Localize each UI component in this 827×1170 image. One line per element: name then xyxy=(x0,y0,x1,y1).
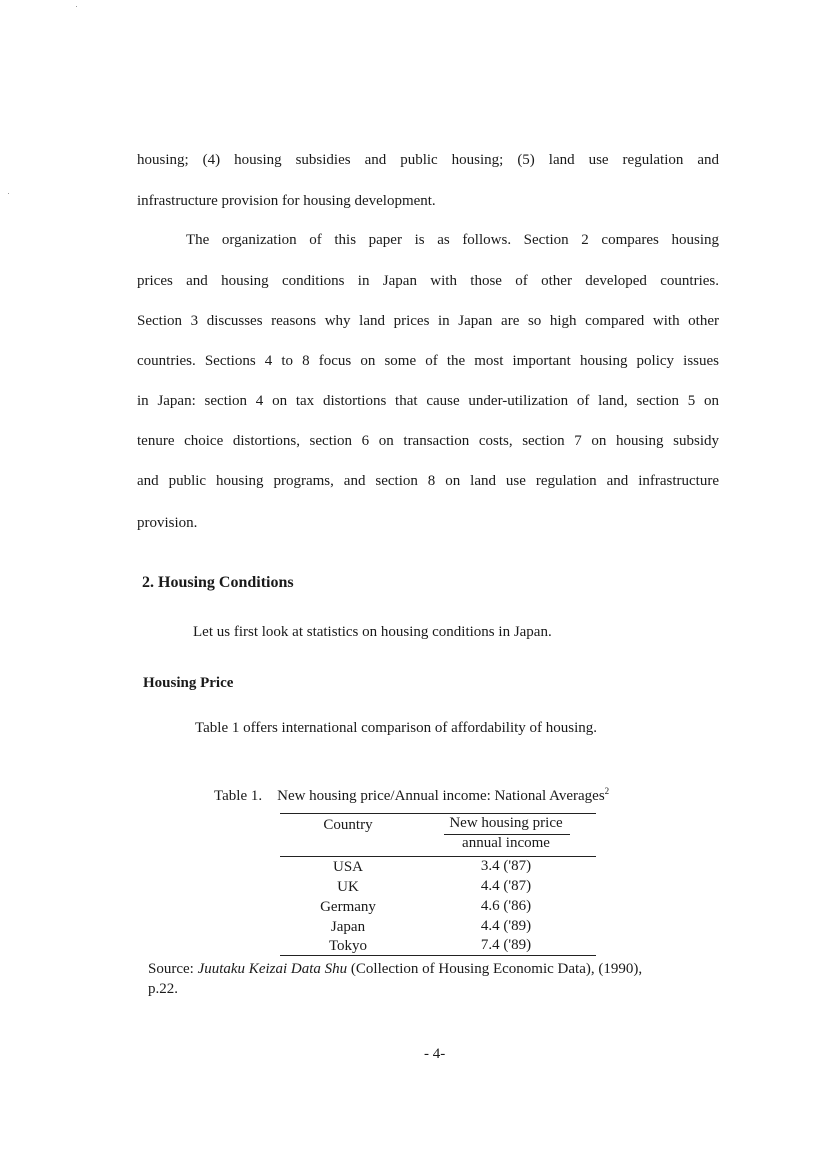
page-number: - 4- xyxy=(424,1046,446,1062)
header-country: Country xyxy=(323,817,373,833)
scan-speck xyxy=(8,193,9,194)
table-cell-country: Germany xyxy=(320,899,376,915)
table-caption xyxy=(214,786,609,805)
table-cell-country: UK xyxy=(337,879,359,895)
paragraph2-line: and public housing programs, and section 8 on land use regulation and infrastructure xyxy=(137,473,719,489)
table-cell-ratio: 7.4 ('89) xyxy=(480,937,532,953)
source-rest: (Collection of Housing Economic Data), (1990), xyxy=(347,961,643,977)
section-heading: 2. Housing Conditions xyxy=(142,574,294,591)
table-header-rule xyxy=(280,856,596,857)
sub-intro: Table 1 offers international comparison of affordability of housing. xyxy=(195,720,598,736)
table-top-rule xyxy=(280,813,596,814)
header-ratio-numerator: New housing price xyxy=(449,815,563,831)
table-label: Table 1. xyxy=(214,788,263,804)
source-prefix: Source: xyxy=(148,961,198,977)
paragraph2-line: in Japan: section 4 on tax distortions that cause under-utilization of land, section 5 on xyxy=(137,393,719,409)
paragraph1-line: infrastructure provision for housing development. xyxy=(137,193,436,209)
table-cell-country: Tokyo xyxy=(328,938,368,954)
table-cell-ratio: 4.4 ('87) xyxy=(480,878,532,894)
scan-speck xyxy=(76,6,77,7)
table-title: New housing price/Annual income: National Averages xyxy=(277,788,605,804)
footnote-mark: 2 xyxy=(604,786,610,796)
table-cell-country: Japan xyxy=(330,919,366,935)
paragraph2-line: The organization of this paper is as follows. Section 2 compares housing xyxy=(186,232,719,248)
table-cell-ratio: 3.4 ('87) xyxy=(480,858,532,874)
paragraph2-line: provision. xyxy=(137,515,198,531)
table-source xyxy=(148,961,642,978)
source-title: Juutaku Keizai Data Shu xyxy=(197,961,348,977)
paragraph2-line: tenure choice distortions, section 6 on transaction costs, section 7 on housing subsidy xyxy=(137,433,719,449)
paragraph2-line: Section 3 discusses reasons why land prices in Japan are so high compared with other xyxy=(137,313,719,329)
paragraph2-line: countries. Sections 4 to 8 focus on some of the most important housing policy issues xyxy=(137,353,719,369)
table-source-line2: p.22. xyxy=(148,981,178,997)
table-cell-ratio: 4.4 ('89) xyxy=(480,918,532,934)
paragraph1-line: housing; (4) housing subsidies and public housing; (5) land use regulation and xyxy=(137,152,719,168)
header-ratio-denominator: annual income xyxy=(462,835,550,851)
subheading: Housing Price xyxy=(143,675,234,691)
table-cell-ratio: 4.6 ('86) xyxy=(480,898,532,914)
paragraph2-line: prices and housing conditions in Japan with those of other developed countries. xyxy=(137,273,719,289)
section-intro: Let us first look at statistics on housing conditions in Japan. xyxy=(193,624,552,640)
table-bottom-rule xyxy=(280,955,596,956)
table-cell-country: USA xyxy=(332,859,363,875)
